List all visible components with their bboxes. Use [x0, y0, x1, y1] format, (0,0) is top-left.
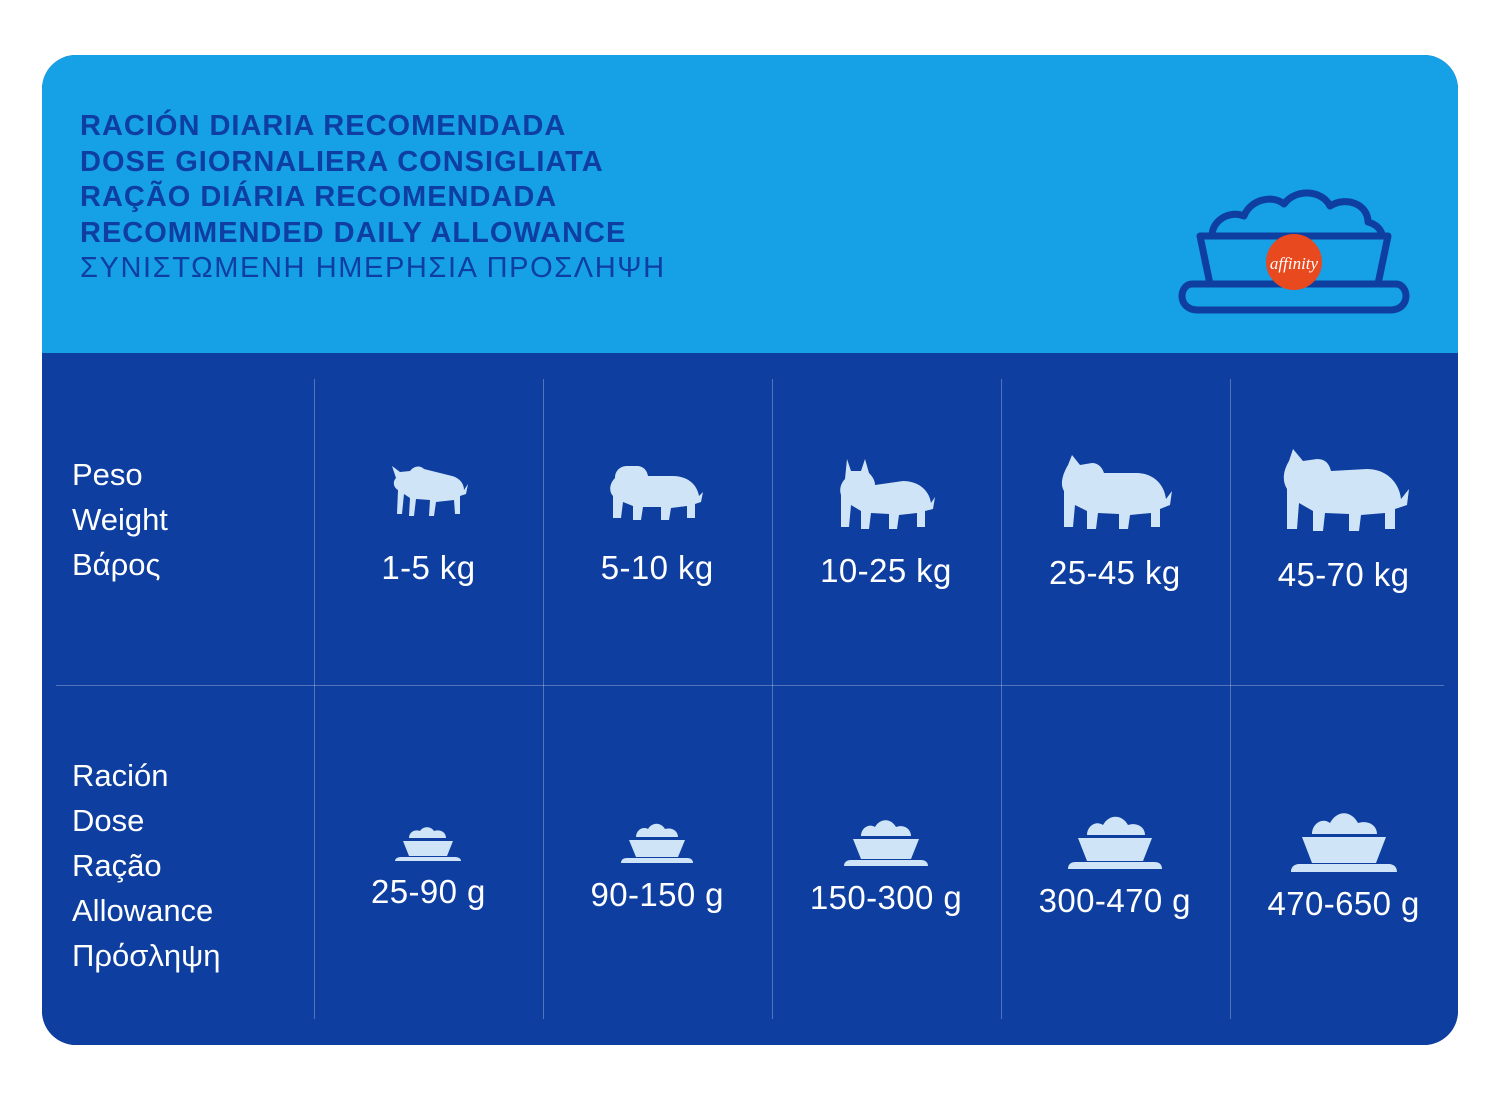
weight-cell-2: [543, 353, 772, 685]
row-label-allowance: [42, 685, 314, 1045]
allowance-value-5: 470-650 g: [1267, 884, 1420, 922]
row-label-allowance-es: Ración: [72, 757, 169, 793]
dog-silhouette-icon: [825, 449, 947, 546]
food-bowl-icon: [1060, 811, 1170, 878]
food-bowl-icon: [614, 817, 700, 872]
allowance-cell-5: [1229, 685, 1458, 1045]
allowance-cell-1: [314, 685, 543, 1045]
allowance-cell-3: [772, 685, 1001, 1045]
food-bowl-icon: [1282, 808, 1406, 881]
panel-header: [42, 55, 1458, 353]
row-label-allowance-el: Πρόσληψη: [72, 937, 221, 973]
food-bowl-icon: [389, 820, 467, 869]
row-label-weight-en: Weight: [72, 501, 168, 537]
row-label-weight-el: Βάρος: [72, 546, 161, 582]
weight-cell-3: [772, 353, 1001, 685]
title-line-el: ΣΥΝΙΣΤΩΜΕΝΗ ΗΜΕΡΗΣΙΑ ΠΡΟΣΛΗΨΗ: [80, 252, 666, 284]
dog-silhouette-icon: [376, 452, 480, 543]
row-label-weight-es: Peso: [72, 456, 143, 492]
weight-cell-5: [1229, 353, 1458, 685]
feeding-guide-panel: [42, 55, 1458, 1045]
allowance-value-3: 150-300 g: [809, 878, 963, 916]
weight-value-5: 45-70 kg: [1277, 555, 1410, 593]
allowance-cell-4: [1000, 685, 1229, 1045]
row-label-allowance-en: Allowance: [72, 892, 214, 928]
dog-silhouette-icon: [1273, 445, 1415, 550]
title-line-it: DOSE GIORNALIERA CONSIGLIATA: [80, 145, 604, 178]
allowance-value-1: 25-90 g: [371, 872, 486, 910]
table-row-allowance: [42, 685, 1458, 1045]
row-label-weight: [42, 353, 314, 685]
allowance-cell-2: [543, 685, 772, 1045]
dog-silhouette-icon: [1050, 447, 1180, 548]
brand-text: affinity: [1269, 254, 1319, 273]
dog-bowl-icon: [1172, 180, 1416, 330]
allowance-value-4: 300-470 g: [1038, 881, 1191, 919]
title-line-pt: RAÇÃO DIÁRIA RECOMENDADA: [80, 181, 558, 213]
title-block: [80, 109, 666, 287]
title-line-es: RACIÓN DIARIA RECOMENDADA: [80, 110, 567, 142]
weight-value-4: 25-45 kg: [1048, 553, 1181, 591]
title-line-en: RECOMMENDED DAILY ALLOWANCE: [80, 216, 627, 249]
allowance-value-2: 90-150 g: [590, 875, 724, 913]
food-bowl-icon: [837, 814, 935, 875]
row-label-allowance-it: Dose: [72, 802, 145, 838]
weight-value-2: 5-10 kg: [600, 548, 714, 586]
weight-value-3: 10-25 kg: [820, 551, 952, 589]
weight-value-1: 1-5 kg: [381, 548, 476, 586]
dog-silhouette-icon: [599, 452, 715, 543]
row-label-allowance-pt: Ração: [72, 847, 162, 883]
weight-cell-1: [314, 353, 543, 685]
weight-cell-4: [1000, 353, 1229, 685]
allowance-table: [42, 353, 1458, 1045]
table-row-weight: [42, 353, 1458, 685]
